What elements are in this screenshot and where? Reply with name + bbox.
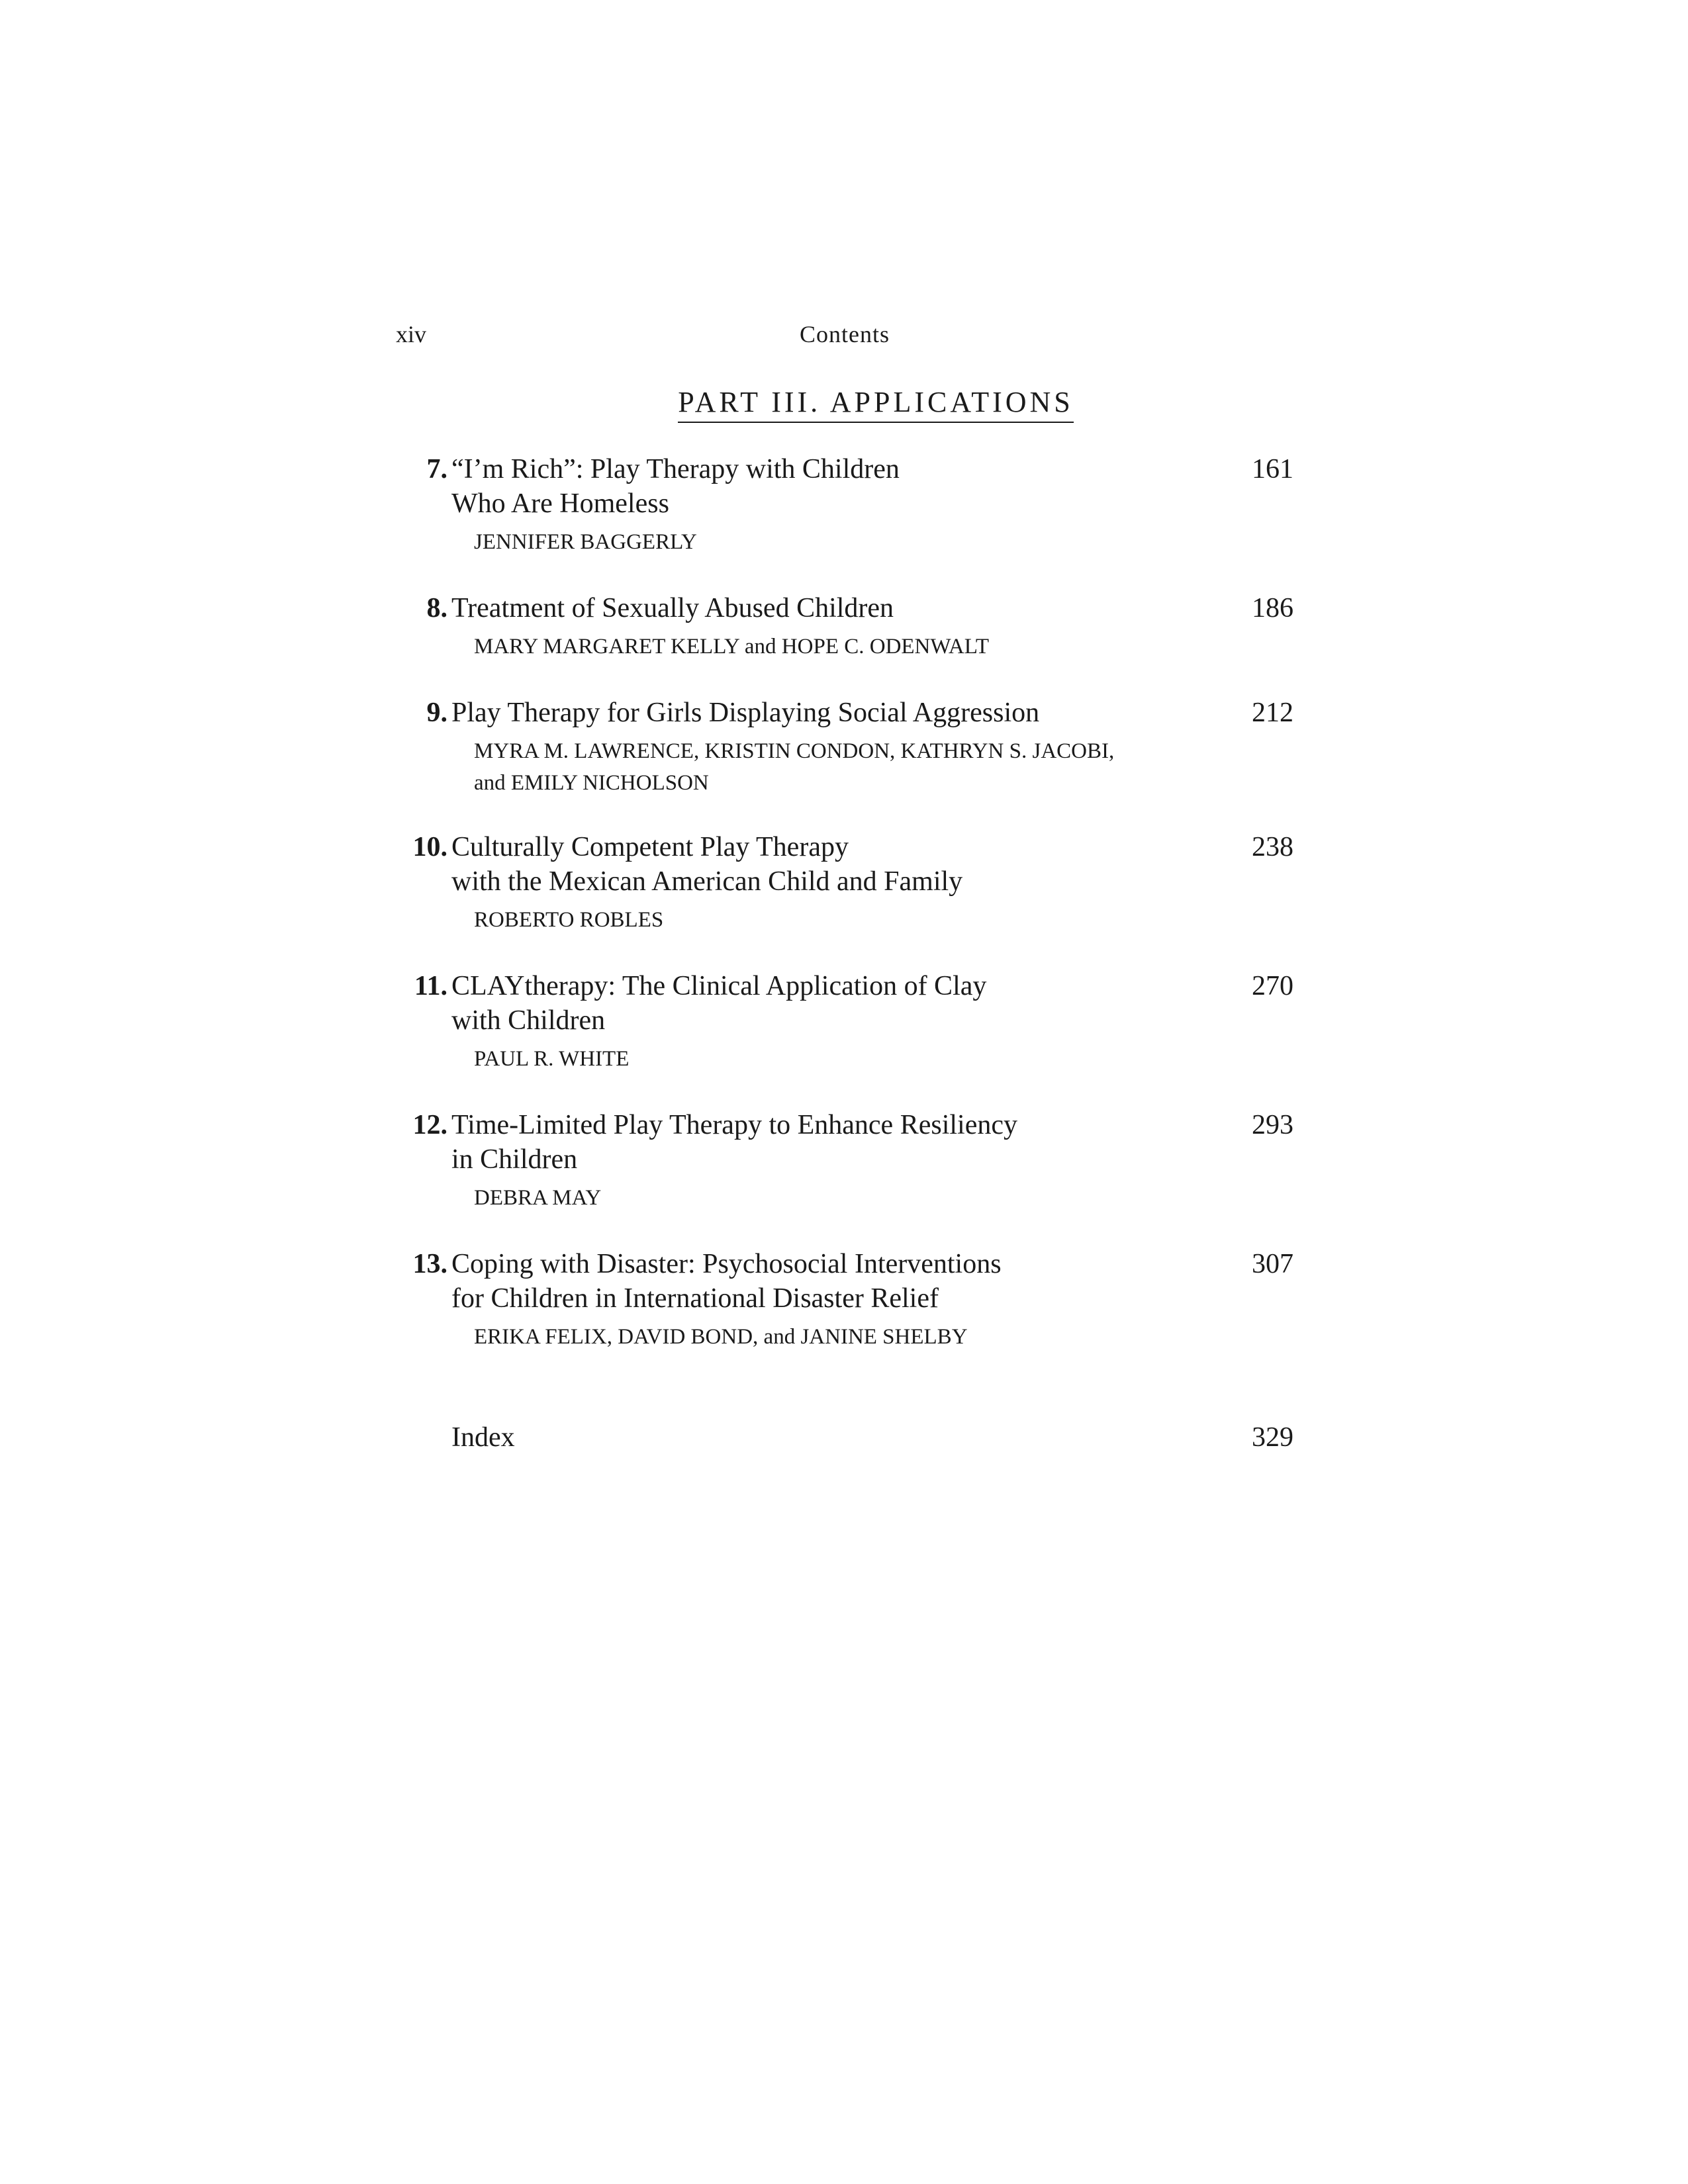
chapter-title (451, 696, 1113, 730)
chapter-authors (474, 526, 1202, 558)
chapter-title-line: Time-Limited Play Therapy to Enhance Resiliency (451, 1110, 1017, 1140)
chapter-number: 8. (426, 593, 447, 623)
chapter-title-line: Treatment of Sexually Abused Children (451, 593, 894, 623)
chapter-title-line: with the Mexican American Child and Family (451, 866, 963, 897)
chapter-title-line: with Children (451, 1005, 606, 1036)
chapter-title (451, 591, 1113, 625)
chapter-title-line: Coping with Disaster: Psychosocial Interventions (451, 1249, 1002, 1279)
part-heading (0, 385, 1688, 423)
chapter-number: 7. (426, 454, 447, 484)
chapter-page-number: 186 (1252, 593, 1293, 623)
chapter-title (451, 969, 1113, 1038)
chapter-authors (474, 1321, 1202, 1353)
chapter-page-number: 238 (1252, 832, 1293, 862)
running-head (396, 320, 1293, 353)
author-line: PAUL R. WHITE (474, 1047, 630, 1071)
author-line: ERIKA FELIX, DAVID BOND, and JANINE SHELBY (474, 1325, 968, 1349)
chapter-page-number: 307 (1252, 1249, 1293, 1279)
chapter-page-number: 270 (1252, 971, 1293, 1001)
part-heading-text: PART III. APPLICATIONS (678, 385, 1074, 423)
chapter-authors (474, 904, 1202, 936)
running-title: Contents (799, 321, 890, 347)
author-line: and EMILY NICHOLSON (474, 771, 709, 795)
chapter-page-number: 212 (1252, 698, 1293, 728)
author-line: DEBRA MAY (474, 1186, 602, 1210)
chapter-title-line: “I’m Rich”: Play Therapy with Children (451, 454, 900, 484)
chapter-title (451, 1108, 1113, 1177)
chapter-title-line: for Children in International Disaster Relief (451, 1283, 939, 1314)
chapter-number: 10. (412, 832, 447, 862)
chapter-page-number: 293 (1252, 1110, 1293, 1140)
chapter-title (451, 452, 1113, 521)
chapter-title (451, 1247, 1113, 1316)
chapter-title-line: Culturally Competent Play Therapy (451, 832, 849, 862)
chapter-number: 11. (414, 971, 447, 1001)
author-line: ROBERTO ROBLES (474, 908, 664, 932)
chapter-authors (474, 631, 1202, 662)
chapter-title-line: in Children (451, 1144, 578, 1175)
author-line: MARY MARGARET KELLY and HOPE C. ODENWALT (474, 635, 989, 659)
chapter-authors (474, 735, 1202, 799)
chapter-title-line: CLAYtherapy: The Clinical Application of Clay (451, 971, 987, 1001)
index-page-number: 329 (1252, 1422, 1293, 1453)
author-line: JENNIFER BAGGERLY (474, 530, 697, 554)
chapter-title-line: Who Are Homeless (451, 488, 669, 519)
chapter-number: 9. (426, 698, 447, 728)
index-title: Index (451, 1422, 515, 1453)
chapter-number: 13. (412, 1249, 447, 1279)
page-folio: xiv (396, 321, 427, 347)
chapter-number: 12. (412, 1110, 447, 1140)
author-line: MYRA M. LAWRENCE, KRISTIN CONDON, KATHRYN S. JACOBI, (474, 739, 1115, 763)
chapter-authors (474, 1043, 1202, 1075)
chapter-page-number: 161 (1252, 454, 1293, 484)
chapter-title-line: Play Therapy for Girls Displaying Social Aggression (451, 698, 1040, 728)
chapter-authors (474, 1182, 1202, 1214)
chapter-title (451, 830, 1113, 899)
